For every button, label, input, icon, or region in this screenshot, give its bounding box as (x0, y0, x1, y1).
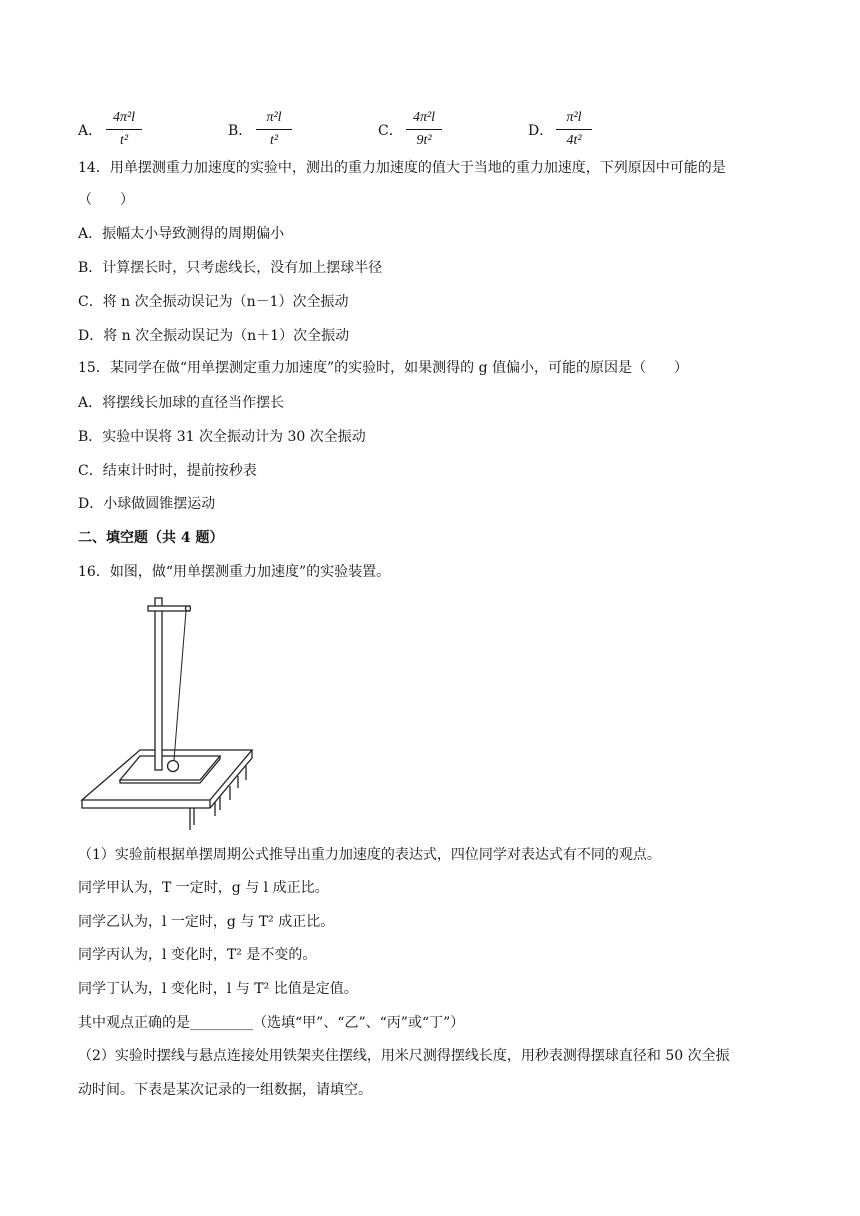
table-edge (82, 750, 252, 808)
q16-view-jia: 同学甲认为，T 一定时，g 与 l 成正比。 (78, 880, 329, 896)
denominator: t² (119, 133, 129, 148)
option-letter: A． (78, 123, 103, 139)
fraction (104, 108, 144, 151)
table-top (82, 750, 252, 800)
option-letter: D． (528, 123, 554, 139)
q16-view-yi: 同学乙认为，l 一定时，g 与 T² 成正比。 (78, 914, 335, 930)
denominator: 9t² (416, 133, 432, 148)
fraction (554, 108, 594, 151)
q15-stem: 15．某同学在做“用单摆测定重力加速度”的实验时，如果测得的 g 值偏小，可能的原因是（ ） (78, 360, 688, 376)
q15-option-d: D．小球做圆锥摆运动 (78, 496, 216, 512)
fraction (404, 108, 444, 151)
q16-part2-line1: （2）实验时摆线与悬点连接处用铁架夹住摆线，用米尺测得摆线长度，用秒表测得摆球直径和 50 次全振 (78, 1048, 730, 1064)
fraction-bar (106, 129, 142, 130)
cross-arm (148, 606, 190, 611)
q16-view-bing: 同学丙认为，l 变化时，T² 是不变的。 (78, 947, 317, 963)
pendulum-bob (168, 761, 179, 772)
option-letter: C． (378, 123, 403, 139)
fraction-bar (556, 129, 592, 130)
numerator: π²l (566, 110, 582, 125)
fraction-bar (406, 129, 442, 130)
q16-part2-line2: 动时间。下表是某次记录的一组数据，请填空。 (78, 1082, 372, 1098)
q16-answer-line: 其中观点正确的是_________（选填“甲”、“乙”、“丙”或“丁”） (78, 1015, 465, 1031)
q15-option-b: B．实验中误将 31 次全振动计为 30 次全振动 (78, 429, 366, 445)
fraction-bar (256, 129, 292, 130)
section-title: 二、填空题（共 4 题） (78, 530, 224, 546)
q15-option-c: C．结束计时时，提前按秒表 (78, 463, 257, 479)
q14-option-d: D．将 n 次全振动误记为（n＋1）次全振动 (78, 328, 350, 344)
denominator: 4t² (566, 133, 582, 148)
stand-pole (155, 598, 162, 770)
pendulum-string (174, 611, 186, 760)
q16-stem: 16．如图，做“用单摆测重力加速度”的实验装置。 (78, 564, 391, 580)
numerator: π²l (266, 110, 282, 125)
q14-option-b: B．计算摆长时，只考虑线长，没有加上摆球半径 (78, 260, 383, 276)
q14-paren: （ ） (78, 192, 134, 208)
q15-option-a: A．将摆线长加球的直径当作摆长 (78, 395, 285, 411)
q14-option-c: C．将 n 次全振动误记为（n－1）次全振动 (78, 294, 349, 310)
numerator: 4π²l (112, 110, 136, 125)
q16-view-ding: 同学丁认为，l 变化时，l 与 T² 比值是定值。 (78, 981, 358, 997)
q14-option-a: A．振幅太小导致测得的周期偏小 (78, 226, 285, 242)
numerator: 4π²l (412, 110, 436, 125)
denominator: t² (269, 133, 279, 148)
pendulum-apparatus-figure (80, 590, 260, 835)
q16-part1: （1）实验前根据单摆周期公式推导出重力加速度的表达式，四位同学对表达式有不同的观点。 (78, 847, 661, 863)
option-letter: B． (228, 123, 253, 139)
fraction (254, 108, 294, 151)
q14-stem: 14．用单摆测重力加速度的实验中，测出的重力加速度的值大于当地的重力加速度，下列原因中可能的是 (78, 160, 726, 176)
